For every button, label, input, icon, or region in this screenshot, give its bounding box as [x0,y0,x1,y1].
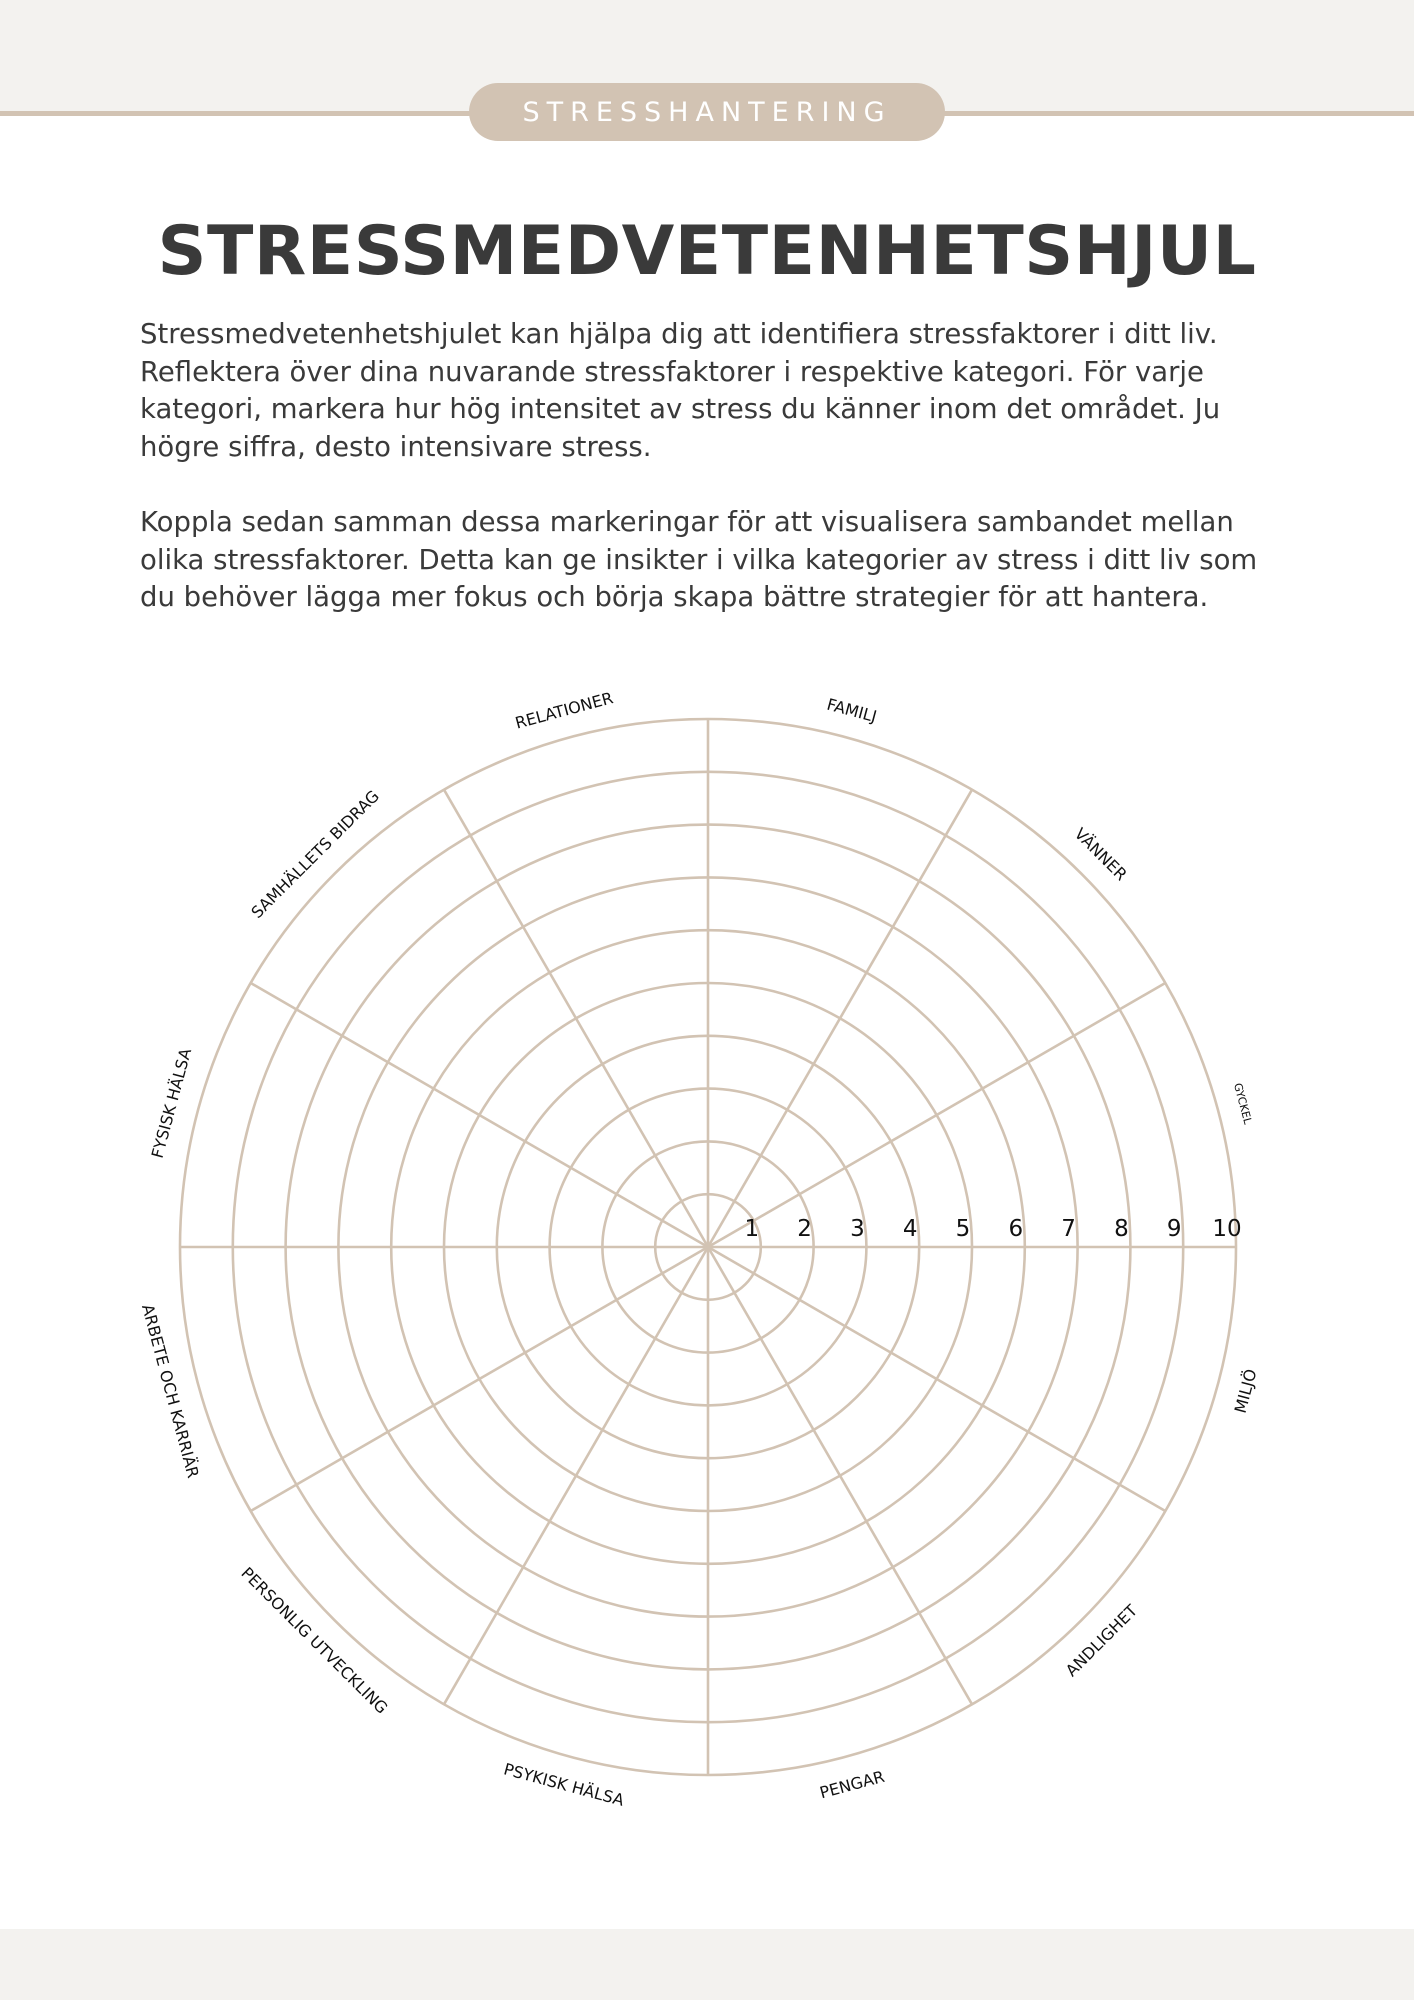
wheel-label-10: ARBETE OCH KARRIÄR [138,1302,203,1481]
wheel-spoke-8 [251,1247,708,1511]
scale-number-4: 4 [902,1216,918,1242]
scale-number-5: 5 [955,1216,971,1242]
wheel-scale [744,1216,1241,1242]
scale-number-2: 2 [797,1216,812,1242]
intro-paragraph: Stressmedvetenhetshjulet kan hjälpa dig att identifiera stressfaktorer i ditt liv. Reflektera över dina nuvarande stressfaktorer i respektive kategori. För varje kategori, markera hur hög intensitet av stress du känner inom det området. Ju högre siffra, desto intensivare stress. [140,318,1221,463]
wheel-spoke-9 [444,1247,708,1704]
wheel-spoke-11 [708,1247,972,1704]
wheel-label-9: PERSONLIG UTVECKLING [237,1563,392,1718]
wheel-label-6: ANDLIGHET [1061,1600,1142,1681]
wheel-spoke-3 [708,790,972,1247]
bottom-band [0,1929,1414,2000]
wheel-label-11: FYSISK HÄLSA [147,1046,196,1161]
wheel-spokes [180,719,1236,1775]
wheel-label-12: SAMHÄLLETS BIDRAG [247,786,383,922]
wheel-labels [138,688,1260,1810]
wheel-label-2: FAMILJ [824,694,879,727]
instruction-paragraph: Koppla sedan samman dessa markeringar för att visualisera sambandet mellan olika stressfaktorer. Detta kan ge insikter i vilka kategorier av stress i ditt liv som du behöver lägga mer fokus och börja skapa bättre strategier för att hantera. [140,506,1258,613]
wheel-label-4: GYCKEL [1230,1081,1255,1126]
scale-number-1: 1 [744,1216,760,1242]
wheel-label-7: PENGAR [817,1766,887,1803]
wheel-label-5: MILJÖ [1230,1367,1261,1416]
wheel-spoke-5 [444,790,708,1247]
scale-number-9: 9 [1166,1216,1182,1242]
wheel-label-8: PSYKISK HÄLSA [501,1759,627,1810]
page-title: STRESSMEDVETENHETSHJUL [157,212,1257,291]
scale-number-6: 6 [1008,1216,1024,1242]
scale-number-10: 10 [1212,1216,1242,1242]
wheel-spoke-2 [708,983,1165,1247]
wheel-spoke-12 [708,1247,1165,1511]
section-tag-label: STRESSHANTERING [522,96,892,128]
scale-number-7: 7 [1061,1216,1076,1242]
wheel-label-1: RELATIONER [513,688,616,733]
wheel-spoke-6 [251,983,708,1247]
wheel-label-3: VÄNNER [1070,824,1131,885]
scale-number-3: 3 [850,1216,865,1242]
scale-number-8: 8 [1114,1216,1129,1242]
